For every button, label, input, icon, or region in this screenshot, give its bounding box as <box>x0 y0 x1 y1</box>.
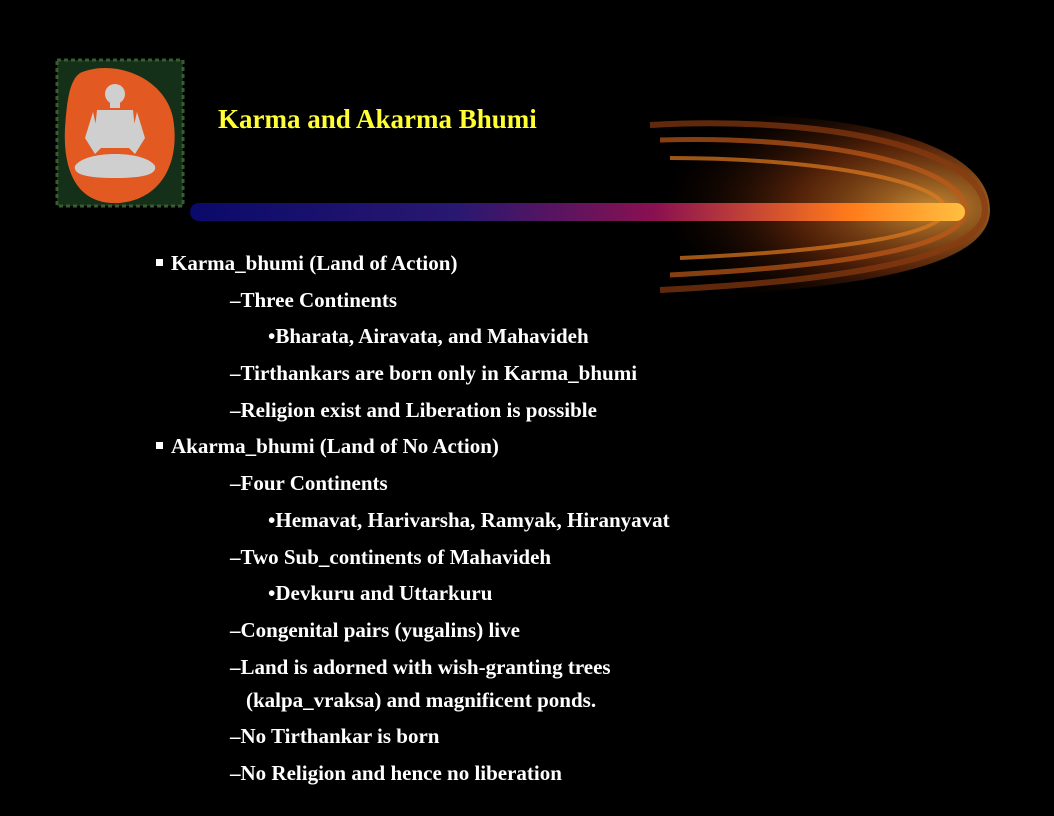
sub-bullet: –Land is adorned with wish-granting trees <box>230 655 611 679</box>
slide-title: Karma and Akarma Bhumi <box>218 104 537 134</box>
square-bullet-icon <box>156 259 163 266</box>
meditating-figure-logo <box>55 58 185 208</box>
sub-bullet: –Three Continents <box>230 288 398 312</box>
sub-sub-bullet: •Hemavat, Harivarsha, Ramyak, Hiranyavat <box>268 508 670 532</box>
sub-bullet: –Religion exist and Liberation is possible <box>230 398 597 422</box>
sub-bullet: –Congenital pairs (yugalins) live <box>230 618 520 642</box>
bullet-akarma-bhumi: Akarma_bhumi (Land of No Action) <box>156 434 499 458</box>
sub-bullet: –No Tirthankar is born <box>230 724 440 748</box>
square-bullet-icon <box>156 442 163 449</box>
sub-bullet: –No Religion and hence no liberation <box>230 761 562 785</box>
sub-sub-bullet: •Bharata, Airavata, and Mahavideh <box>268 324 589 348</box>
sub-bullet: –Tirthankars are born only in Karma_bhumi <box>230 361 638 385</box>
sub-bullet: –Two Sub_continents of Mahavideh <box>230 545 552 569</box>
sub-bullet-continuation: (kalpa_vraksa) and magnificent ponds. <box>246 688 597 712</box>
bullet-karma-bhumi: Karma_bhumi (Land of Action) <box>156 251 457 275</box>
sub-sub-bullet: •Devkuru and Uttarkuru <box>268 581 493 605</box>
sub-bullet: –Four Continents <box>230 471 388 495</box>
